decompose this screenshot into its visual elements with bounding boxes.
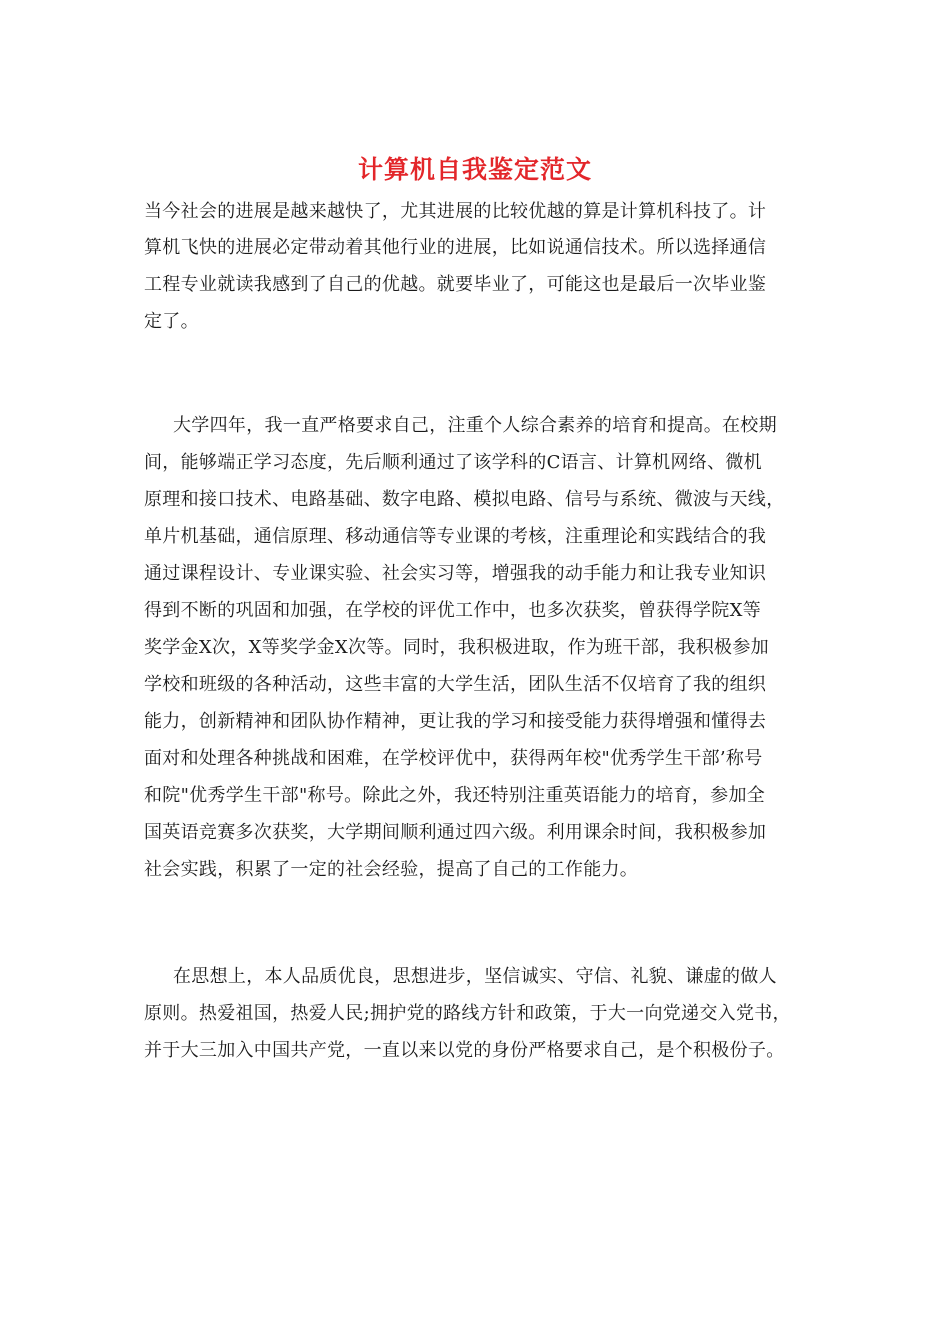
paragraph-2-line-3: 原理和接口技术、电路基础、数字电路、模拟电路、信号与系统、微波与天线， (144, 489, 785, 510)
document-title: 计算机自我鉴定范文 (357, 155, 592, 184)
paragraph-1-line-3: 工程专业就读我感到了自己的优越。就要毕业了，可能这也是最后一次毕业鉴 (144, 274, 767, 295)
paragraph-3-line-1: 在思想上，本人品质优良，思想进步，坚信诚实、守信、礼貌、谦虚的做人 (173, 966, 777, 987)
paragraph-1-line-4: 定了。 (144, 311, 199, 332)
paragraph-2-line-12: 国英语竞赛多次获奖，大学期间顺利通过四六级。利用课余时间，我积极参加 (144, 822, 767, 843)
paragraph-2-line-9: 能力，创新精神和团队协作精神，更让我的学习和接受能力获得增强和懂得去 (144, 711, 767, 732)
paragraph-2-line-2: 间，能够端正学习态度，先后顺利通过了该学科的C语言、计算机网络、微机 (144, 452, 762, 473)
paragraph-2-line-6: 得到不断的巩固和加强，在学校的评优工作中，也多次获奖，曾获得学院X等 (144, 600, 762, 621)
paragraph-2-line-8: 学校和班级的各种活动，这些丰富的大学生活，团队生活不仅培育了我的组织 (144, 674, 767, 695)
paragraph-3-line-3: 并于大三加入中国共产党，一直以来以党的身份严格要求自己，是个积极份子。 (144, 1040, 785, 1061)
paragraph-2-line-10: 面对和处理各种挑战和困难，在学校评优中，获得两年校"优秀学生干部’称号 (144, 748, 763, 769)
paragraph-2-line-11: 和院"优秀学生干部"称号。除此之外，我还特别注重英语能力的培育，参加全 (144, 785, 766, 806)
paragraph-3-line-2: 原则。热爱祖国，热爱人民;拥护党的路线方针和政策，于大一向党递交入党书， (144, 1003, 791, 1024)
paragraph-2-line-1: 大学四年，我一直严格要求自己，注重个人综合素养的培育和提高。在校期 (173, 415, 777, 436)
paragraph-2-line-5: 通过课程设计、专业课实验、社会实习等，增强我的动手能力和让我专业知识 (144, 563, 767, 584)
paragraph-2-line-7: 奖学金X次，X等奖学金X次等。同时，我积极进取，作为班干部，我积极参加 (144, 637, 769, 658)
paragraph-2-line-4: 单片机基础，通信原理、移动通信等专业课的考核，注重理论和实践结合的我 (144, 526, 767, 547)
paragraph-2-line-13: 社会实践，积累了一定的社会经验，提高了自己的工作能力。 (144, 859, 639, 880)
paragraph-1-line-2: 算机飞快的进展必定带动着其他行业的进展，比如说通信技术。所以选择通信 (144, 237, 767, 258)
paragraph-1-line-1: 当今社会的进展是越来越快了，尤其进展的比较优越的算是计算机科技了。计 (144, 201, 767, 222)
